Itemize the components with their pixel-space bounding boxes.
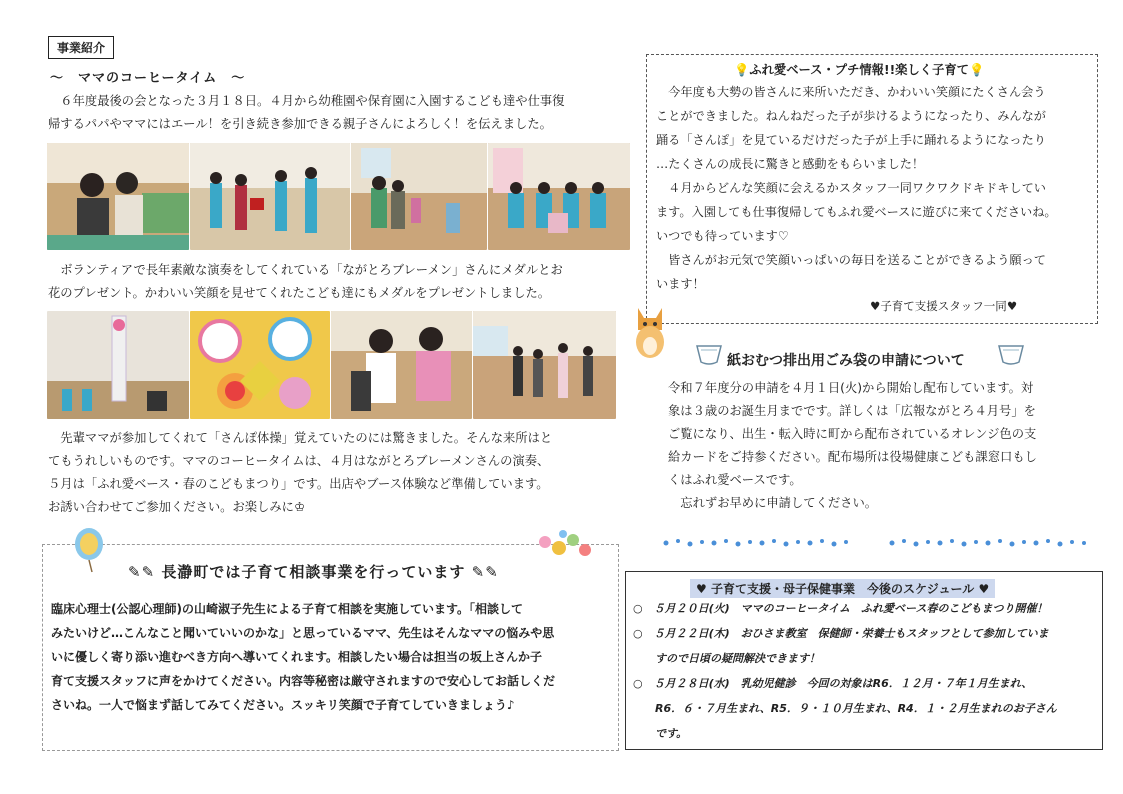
coffee-closing-line-4: お誘い合わせてご参加ください。お楽しみに♔	[48, 500, 305, 514]
consult-line-5: さいね。一人で悩まず話してみてください。スッキリ笑顔で子育てしていきましょう♪	[51, 698, 515, 712]
bulb-icon: 💡	[734, 63, 750, 77]
coffee-closing	[48, 427, 638, 519]
consult-title-row	[128, 561, 548, 582]
decorative-divider	[660, 534, 1090, 546]
diaper-title: 紙おむつ排出用ごみ袋の申請について	[727, 353, 965, 369]
petit-line-9: います！	[656, 277, 705, 291]
petit-signature: 子育て支援スタッフ一同	[880, 299, 1007, 313]
coffee-closing-line-3: ５月は「ふれ愛ベース・春のこどもまつり」です。出店やブース体験など準備しています。	[48, 477, 549, 491]
consult-line-3: いに優しく寄り添い進むべき方向へ導いてくれます。相談したい場合は担当の坂上さんか子	[51, 650, 543, 664]
diaper-line-5: くはふれ愛ベースです。	[668, 473, 802, 487]
diaper-body	[668, 377, 1098, 515]
consult-line-1: 臨床心理士(公認心理師)の山崎淑子先生による子育て相談を実施しています。「相談して	[51, 602, 524, 616]
petit-body	[656, 80, 1096, 296]
coffee-middle-line-2: 花のプレゼント。かわいい笑顔を見せてくれたこども達にもメダルをプレゼントしました。	[48, 286, 551, 300]
diaper-line-3: ご覧になり、出生・転入時に町から配布されているオレンジ色の支	[668, 427, 1037, 441]
pencil-icon: ✎✎	[128, 563, 156, 581]
photo-mothers-exercise	[331, 311, 472, 419]
coffee-intro	[48, 90, 638, 136]
heart-icon: ♥	[978, 582, 990, 596]
coffee-time-title: ～ ママのコーヒータイム ～	[50, 71, 246, 86]
balloon-illustration	[72, 527, 106, 573]
petit-signature-row	[870, 298, 1017, 314]
coffee-middle	[48, 259, 638, 305]
schedule-title: 子育て支援・母子保健事業 今後のスケジュール	[710, 582, 975, 596]
petit-title: ふれ愛ベース・プチ情報!!楽しく子育て	[749, 63, 969, 77]
pencil-icon: ✎✎	[471, 563, 499, 581]
schedule-item-3: ○ ５月２８日(水) 乳幼児健診 今回の対象はR6．１２月・７年１月生まれ、	[633, 677, 1033, 690]
heart-icon: ♥	[870, 299, 881, 313]
schedule-item-1: ○ ５月２０日(火) ママのコーヒータイム ふれ愛ベース春のこどもまつり開催！	[633, 602, 1048, 615]
coffee-intro-line-1: ６年度最後の会となった３月１８日。４月から幼稚園や保育園に入園するこども達や仕事復	[48, 94, 565, 108]
coffee-closing-line-1: 先輩ママが参加してくれて「さんぽ体操」覚えていたのには驚きました。そんな来所はと	[48, 431, 553, 445]
diaper-line-2: 象は３歳のお誕生月までです。詳しくは「広報ながとろ４月号」を	[668, 404, 1036, 418]
consult-line-2: みたいけど…こんなこと聞いていいのかな」と思っているママ、先生はそんなママの悩みや思	[51, 626, 555, 640]
petit-line-7: いつでも待っています♡	[656, 229, 789, 243]
photo-children-dancing	[351, 143, 487, 250]
photo-mother-child	[47, 143, 189, 250]
photo-sanpo-dance	[473, 311, 616, 419]
schedule-item-2-cont: すので日頃の疑問解決できます！	[633, 652, 820, 665]
coffee-middle-line-1: ボランティアで長年素敵な演奏をしてくれている「ながとろブレーメン」さんにメダルとお	[48, 263, 563, 277]
schedule-item-3-end: です。	[633, 727, 688, 740]
coffee-closing-line-2: てもうれしいものです。ママのコーヒータイムは、４月はながとろブレーメンさんの演奏、	[48, 454, 550, 468]
photo-hall-banner	[47, 311, 189, 419]
petit-line-6: ます。入園しても仕事復帰してもふれ愛ベースに遊びに来てくださいね。	[656, 205, 1057, 219]
section-label: 事業紹介	[48, 36, 114, 59]
schedule-list	[633, 596, 1098, 746]
schedule-header	[690, 578, 995, 598]
petit-line-4: …たくさんの成長に驚きと感動をもらいました！	[656, 157, 925, 171]
petit-line-1: 今年度も大勢の皆さんに来所いただき、かわいい笑顔にたくさん会う	[656, 85, 1046, 99]
petit-line-8: 皆さんがお元気で笑顔いっぱいの毎日を送ることができるよう願って	[656, 253, 1046, 267]
coffee-intro-line-2: 帰するパパやママにはエール！を引き続き参加できる親子さんによろしく！を伝えました。	[48, 117, 552, 131]
photo-medals-flowers	[190, 311, 330, 419]
heart-icon: ♥	[1006, 299, 1018, 313]
cat-illustration	[630, 300, 670, 360]
heart-icon: ♥	[696, 582, 707, 596]
diaper-icon	[695, 340, 723, 368]
petit-line-5: ４月からどんな笑顔に会えるかスタッフ一同ワクワクドキドキしてい	[656, 181, 1046, 195]
consult-title: 長瀞町では子育て相談事業を行っています	[161, 563, 466, 581]
schedule-item-3-cont: R6．６・７月生まれ、R5．９・１０月生まれ、R4．１・２月生まれのお子さん	[633, 702, 1057, 715]
diaper-line-1: 令和７年度分の申請を４月１日(火)から開始し配布しています。対	[668, 381, 1034, 395]
schedule-item-2: ○ ５月２２日(木) おひさま教室 保健師・栄養士もスタッフとして参加していま	[633, 627, 1049, 640]
consult-body	[51, 597, 621, 717]
petit-line-2: ことができました。ねんねだった子が歩けるようになったり、みんなが	[656, 109, 1046, 123]
petit-title-row	[734, 60, 984, 78]
consult-line-4: 育て支援スタッフに声をかけてください。内容等秘密は厳守されますので安心してお話しくだ	[51, 674, 556, 688]
photo-group-medals	[488, 143, 630, 250]
diaper-icon	[997, 340, 1025, 368]
photo-band-performance	[190, 143, 350, 250]
diaper-line-6: 忘れずお早めに申請してください。	[668, 496, 878, 510]
bulb-icon: 💡	[968, 63, 985, 77]
petit-line-3: 踊る「さんぽ」を見ているだけだった子が上手に踊れるようになったり	[656, 133, 1046, 147]
flowers-illustration	[535, 528, 595, 560]
diaper-line-4: 給カードをご持参ください。配布場所は役場健康こども課窓口もし	[668, 450, 1037, 464]
